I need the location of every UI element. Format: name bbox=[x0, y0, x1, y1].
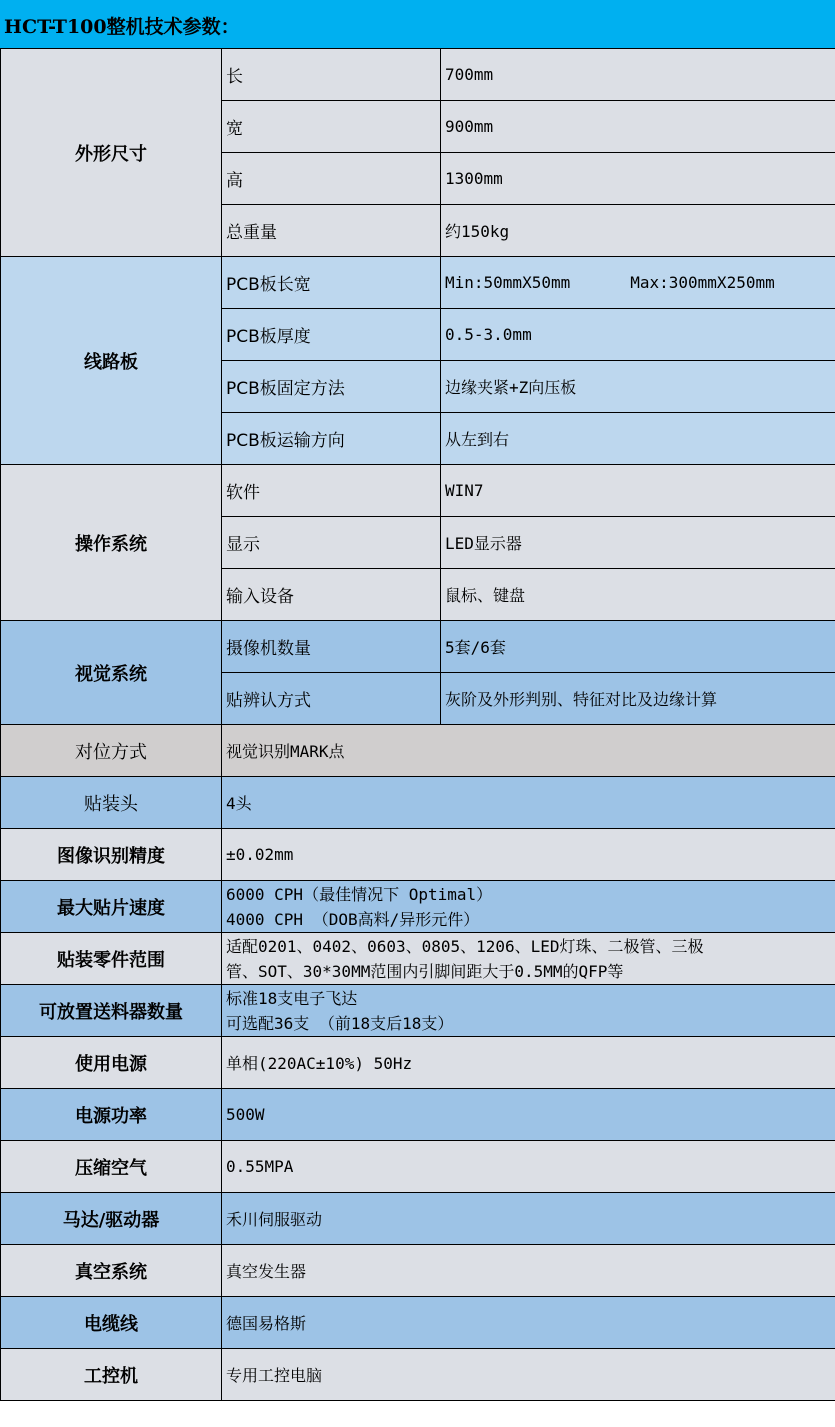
category-os: 操作系统 bbox=[1, 465, 222, 621]
row-value: 5套/6套 bbox=[441, 621, 835, 673]
row-value: 0.55MPA bbox=[222, 1141, 835, 1193]
row-label: 输入设备 bbox=[222, 569, 441, 621]
row-value bbox=[222, 881, 835, 933]
table-row bbox=[1, 1141, 835, 1193]
pcb-max-size: Max:300mmX250mm bbox=[630, 273, 775, 292]
category-power-supply: 使用电源 bbox=[1, 1037, 222, 1089]
category-cable: 电缆线 bbox=[1, 1297, 222, 1349]
category-compressed-air: 压缩空气 bbox=[1, 1141, 222, 1193]
row-value: 真空发生器 bbox=[222, 1245, 835, 1297]
row-value: 0.5-3.0mm bbox=[441, 309, 835, 361]
value-line: 6000 CPH（最佳情况下 Optimal） bbox=[226, 884, 493, 904]
table-row bbox=[1, 829, 835, 881]
table-row bbox=[1, 1349, 835, 1401]
table-row bbox=[1, 881, 835, 933]
row-label: 宽 bbox=[222, 101, 441, 153]
value-line: 标准18支电子飞达 bbox=[226, 988, 358, 1008]
row-label: 长 bbox=[222, 49, 441, 101]
value-line: 可选配36支 （前18支后18支） bbox=[226, 1013, 454, 1033]
row-label: PCB板长宽 bbox=[222, 257, 441, 309]
row-label: PCB板固定方法 bbox=[222, 361, 441, 413]
table-row bbox=[1, 933, 835, 985]
row-value: LED显示器 bbox=[441, 517, 835, 569]
row-label: 贴辨认方式 bbox=[222, 673, 441, 725]
row-value: 视觉识别MARK点 bbox=[222, 725, 835, 777]
category-placement-head: 贴装头 bbox=[1, 777, 222, 829]
category-max-speed: 最大贴片速度 bbox=[1, 881, 222, 933]
value-line: 管、SOT、30*30MM范围内引脚间距大于0.5MM的QFP等 bbox=[226, 961, 624, 981]
row-value: 灰阶及外形判别、特征对比及边缘计算 bbox=[441, 673, 835, 725]
table-row bbox=[1, 725, 835, 777]
row-value: 德国易格斯 bbox=[222, 1297, 835, 1349]
row-value bbox=[441, 257, 835, 309]
table-row bbox=[1, 49, 835, 101]
row-label: PCB板运输方向 bbox=[222, 413, 441, 465]
table-row bbox=[1, 257, 835, 309]
row-value: 1300mm bbox=[441, 153, 835, 205]
row-value: 从左到右 bbox=[441, 413, 835, 465]
title-bar bbox=[0, 0, 835, 48]
category-pcb: 线路板 bbox=[1, 257, 222, 465]
row-label: 软件 bbox=[222, 465, 441, 517]
value-line: 适配0201、0402、0603、0805、1206、LED灯珠、二极管、三极 bbox=[226, 936, 704, 956]
row-value: 禾川伺服驱动 bbox=[222, 1193, 835, 1245]
row-value: 约150kg bbox=[441, 205, 835, 257]
category-alignment: 对位方式 bbox=[1, 725, 222, 777]
table-row bbox=[1, 1193, 835, 1245]
row-label: 摄像机数量 bbox=[222, 621, 441, 673]
row-value: ±0.02mm bbox=[222, 829, 835, 881]
category-component-range: 贴装零件范围 bbox=[1, 933, 222, 985]
row-value: 单相(220AC±10%) 50Hz bbox=[222, 1037, 835, 1089]
row-label: 显示 bbox=[222, 517, 441, 569]
row-value: 鼠标、键盘 bbox=[441, 569, 835, 621]
table-row bbox=[1, 1297, 835, 1349]
value-line: 4000 CPH （DOB高料/异形元件） bbox=[226, 909, 480, 929]
category-feeder-count: 可放置送料器数量 bbox=[1, 985, 222, 1037]
row-value: WIN7 bbox=[441, 465, 835, 517]
row-label: PCB板厚度 bbox=[222, 309, 441, 361]
table-row bbox=[1, 621, 835, 673]
category-ipc: 工控机 bbox=[1, 1349, 222, 1401]
row-label: 总重量 bbox=[222, 205, 441, 257]
category-vision: 视觉系统 bbox=[1, 621, 222, 725]
row-value: 500W bbox=[222, 1089, 835, 1141]
row-value bbox=[222, 985, 835, 1037]
pcb-min-size: Min:50mmX50mm bbox=[445, 273, 571, 292]
row-value: 专用工控电脑 bbox=[222, 1349, 835, 1401]
row-label: 高 bbox=[222, 153, 441, 205]
table-row bbox=[1, 777, 835, 829]
table-row bbox=[1, 1245, 835, 1297]
row-value: 边缘夹紧+Z向压板 bbox=[441, 361, 835, 413]
row-value: 900mm bbox=[441, 101, 835, 153]
row-value: 700mm bbox=[441, 49, 835, 101]
table-row bbox=[1, 1037, 835, 1089]
row-value bbox=[222, 933, 835, 985]
category-power: 电源功率 bbox=[1, 1089, 222, 1141]
table-row bbox=[1, 1089, 835, 1141]
table-row bbox=[1, 985, 835, 1037]
table-row bbox=[1, 465, 835, 517]
spec-table bbox=[0, 48, 835, 1401]
row-value: 4头 bbox=[222, 777, 835, 829]
category-image-accuracy: 图像识别精度 bbox=[1, 829, 222, 881]
category-vacuum: 真空系统 bbox=[1, 1245, 222, 1297]
page-title: HCT-T100整机技术参数： bbox=[4, 16, 240, 38]
category-dimensions: 外形尺寸 bbox=[1, 49, 222, 257]
category-motor-driver: 马达/驱动器 bbox=[1, 1193, 222, 1245]
